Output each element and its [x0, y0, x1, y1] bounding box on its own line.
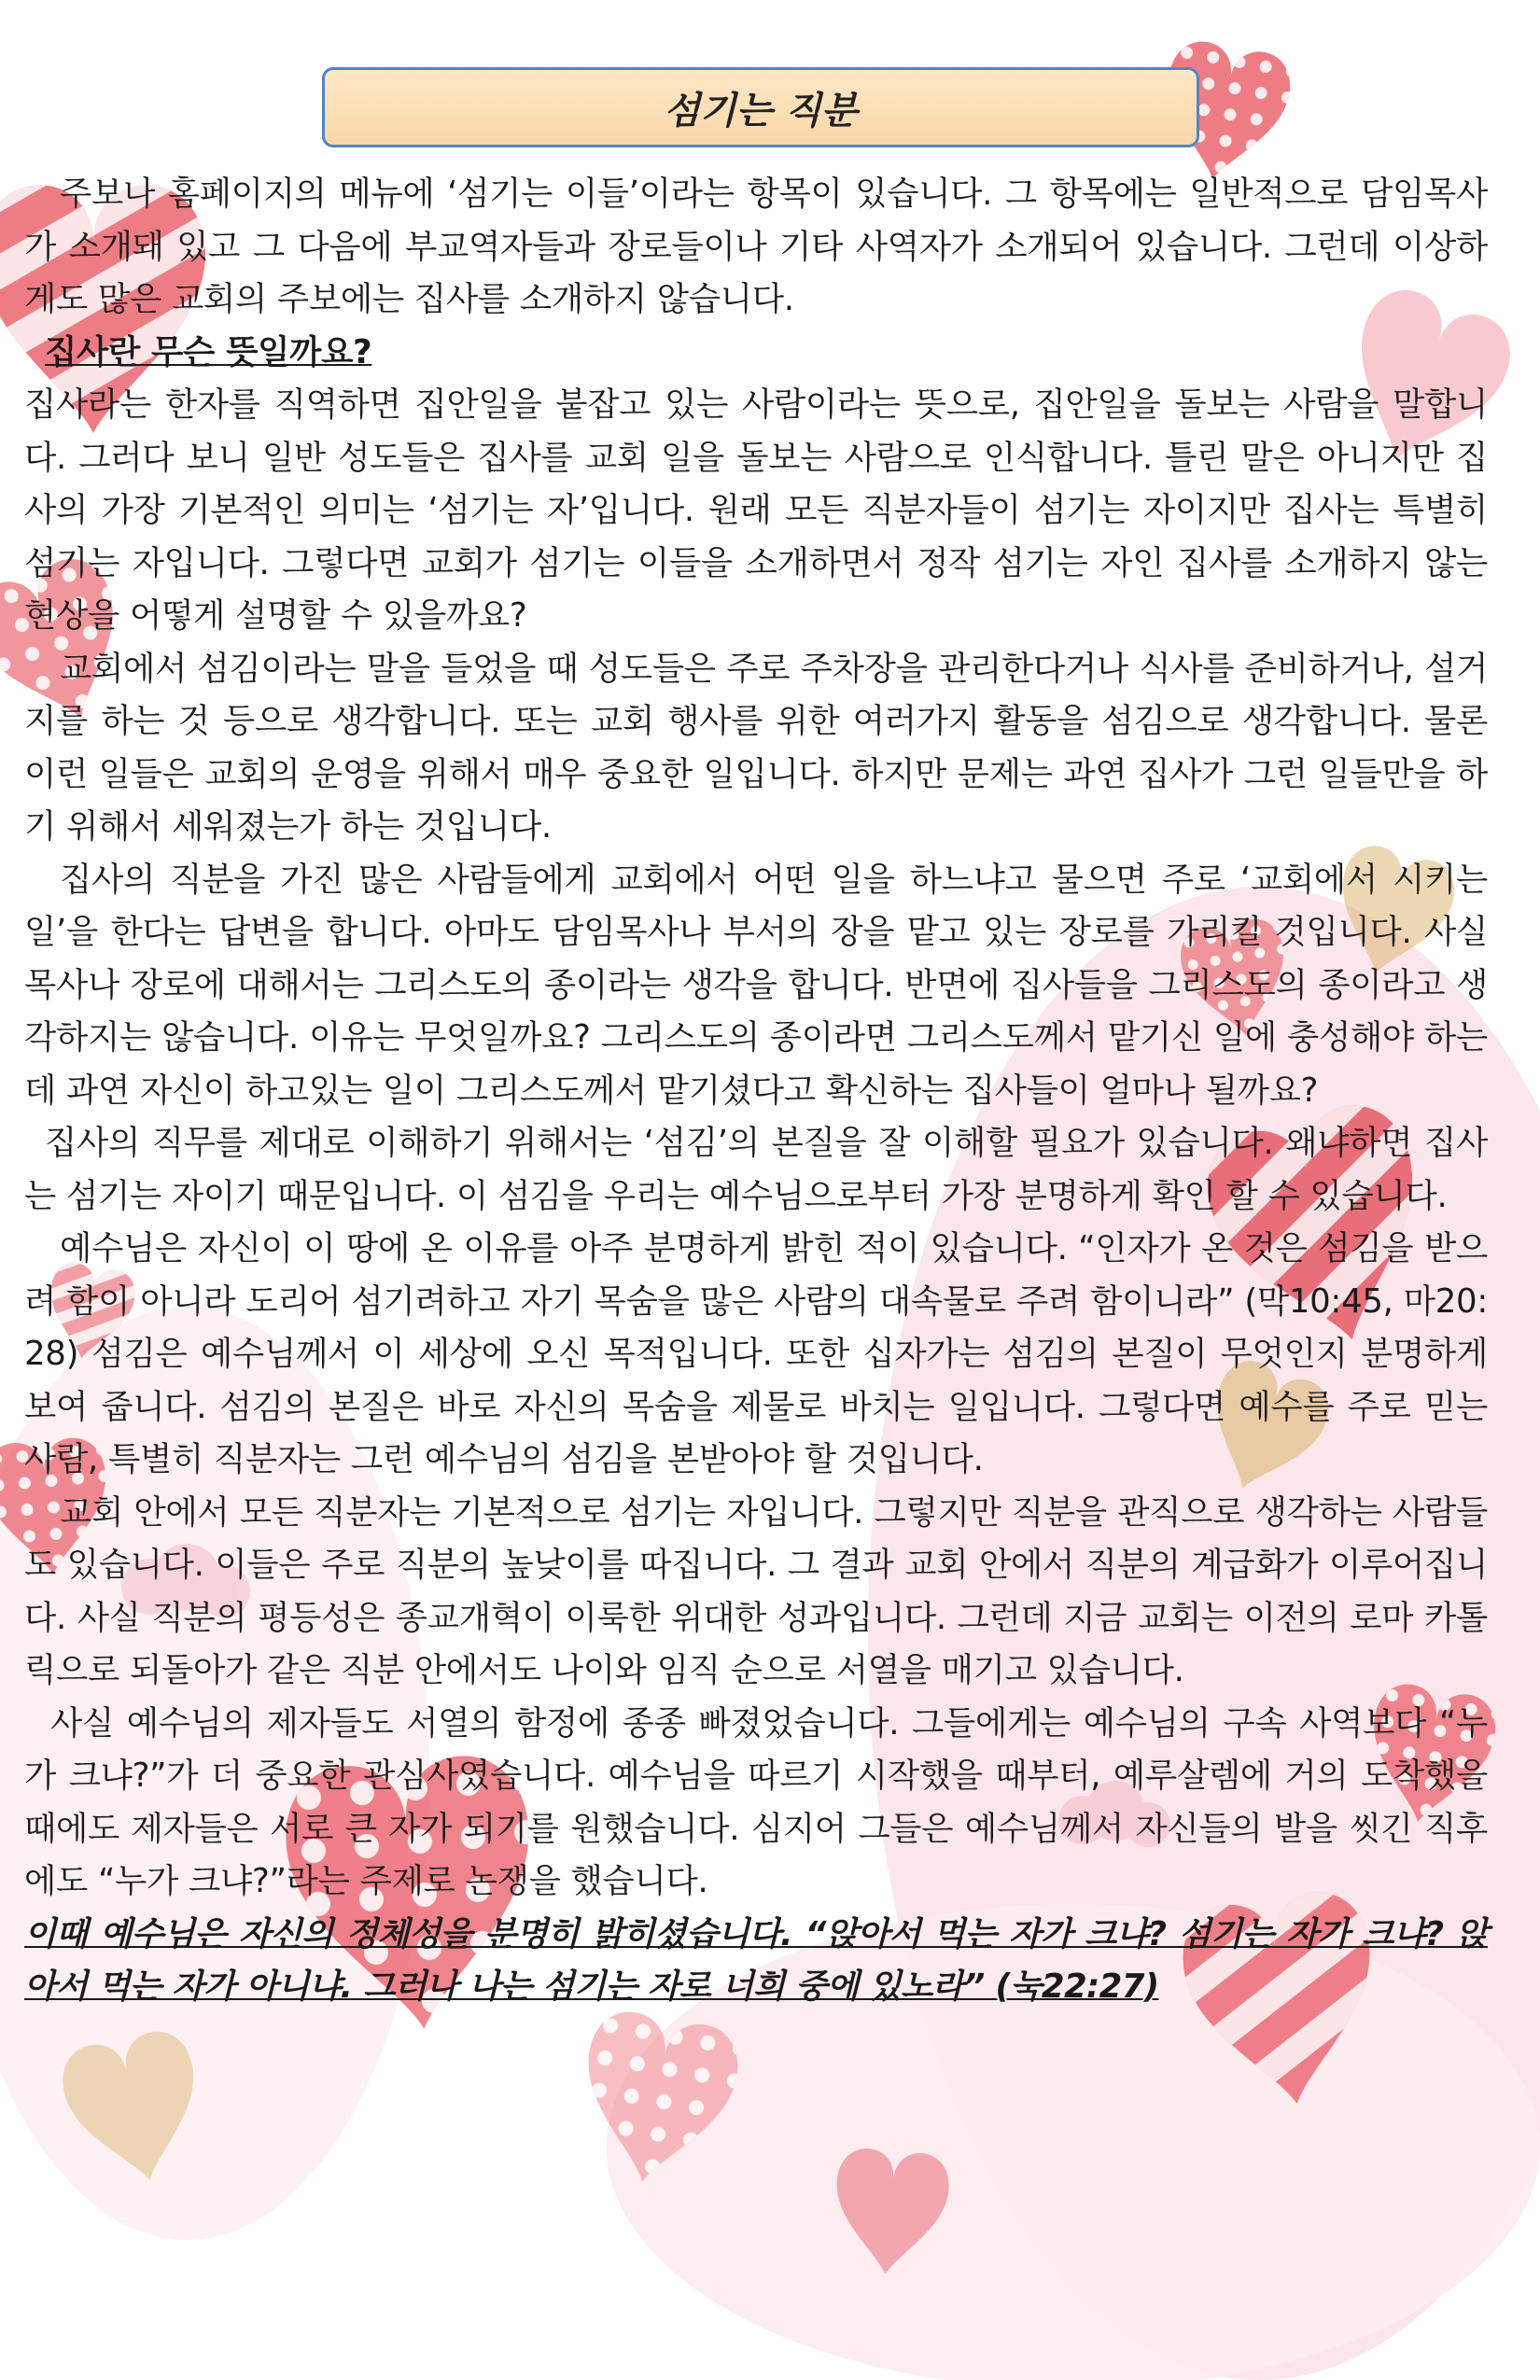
paragraph-2: 집사라는 한자를 직역하면 집안일을 붙잡고 있는 사람이라는 뜻으로, 집안일을 돌보는 사람을 말합니다. 그러다 보니 일반 성도들은 집사를 교회 일을 돌보는 사람으로 인식합니다. 틀린 말은 아니지만 집사의 가장 기본적인 의미는 ‘섬기는 자’입니다. 원래 모든 직분자들이 섬기는 자이지만 집사는 특별히 섬기는 자입니다. 그렇다면 교회가 섬기는 이들을 소개하면서 정작 섬기는 자인 집사를 소개하지 않는 현상을 어떻게 설명할 수 있을까요? — [24, 385, 1488, 635]
title-banner — [322, 67, 1199, 147]
paragraph-4: 집사의 직분을 가진 많은 사람들에게 교회에서 어떤 일을 하느냐고 물으면 주로 ‘교회에서 시키는 일’을 한다는 답변을 합니다. 아마도 담임목사나 부서의 장을 맡고 있는 장로를 가리킬 것입니다. 사실 목사나 장로에 대해서는 그리스도의 종이라는 생각을 합니다. 반면에 집사들을 그리스도의 종이라고 생각하지는 않습니다. 이유는 무엇일까요? 그리스도의 종이라면 그리스도께서 맡기신 일에 충성해야 하는데 과연 자신이 하고있는 일이 그리스도께서 맡기셨다고 확신하는 집사들이 얼마나 될까요? — [24, 860, 1488, 1110]
article-body — [24, 168, 1488, 2014]
section-heading-text: 집사란 무슨 뜻일까요? — [45, 332, 372, 371]
paragraph-5: 집사의 직무를 제대로 이해하기 위해서는 ‘섬김’의 본질을 잘 이해할 필요가 있습니다. 왜냐하면 집사는 섬기는 자이기 때문입니다. 이 섬김을 우리는 예수님으로부터 가장 분명하게 확인 할 수 있습니다. — [24, 1124, 1488, 1215]
paragraph-3: 교회에서 섬김이라는 말을 들었을 때 성도들은 주로 주차장을 관리한다거나 식사를 준비하거나, 설거지를 하는 것 등으로 생각합니다. 또는 교회 행사를 위한 여러가지 활동을 섬김으로 생각합니다. 물론 이런 일들은 교회의 운영을 위해서 매우 중요한 일입니다. 하지만 문제는 과연 집사가 그런 일들만을 하기 위해서 세워졌는가 하는 것입니다. — [24, 649, 1488, 846]
paragraph-7: 교회 안에서 모든 직분자는 기본적으로 섬기는 자입니다. 그렇지만 직분을 관직으로 생각하는 사람들도 있습니다. 이들은 주로 직분의 높낮이를 따집니다. 그 결과 교회 안에서 직분의 계급화가 이루어집니다. 사실 직분의 평등성은 종교개혁이 이룩한 위대한 성과입니다. 그런데 지금 교회는 이전의 로마 카톨릭으로 되돌아가 같은 직분 안에서도 나이와 임직 순으로 서열을 매기고 있습니다. — [24, 1492, 1488, 1689]
closing-quote: 이때 예수님은 자신의 정체성을 분명히 밝히셨습니다. “앉아서 먹는 자가 크냐? 섬기는 자가 크냐? 앉아서 먹는 자가 아니냐. 그러나 나는 섬기는 자로 너희 중에 있노라” (눅22:27) — [24, 1914, 1488, 2006]
page-title: 섬기는 직분 — [664, 89, 858, 133]
section-heading — [24, 327, 1488, 380]
paragraph-1: 주보나 홈페이지의 메뉴에 ‘섬기는 이들’이라는 항목이 있습니다. 그 항목에는 일반적으로 담임목사가 소개돼 있고 그 다음에 부교역자들과 장로들이나 기타 사역자가 소개되어 있습니다. 그런데 이상하게도 많은 교회의 주보에는 집사를 소개하지 않습니다. — [24, 175, 1488, 318]
paragraph-8: 사실 예수님의 제자들도 서열의 함정에 종종 빠졌었습니다. 그들에게는 예수님의 구속 사역보다 “누가 크냐?”가 더 중요한 관심사였습니다. 예수님을 따르기 시작했을 때부터, 예루살렘에 거의 도착했을 때에도 제자들은 서로 큰 자가 되기를 원했습니다. 심지어 그들은 예수님께서 자신들의 발을 씻긴 직후에도 “누가 크냐?”라는 주제로 논쟁을 했습니다. — [24, 1703, 1488, 1900]
paragraph-6: 예수님은 자신이 이 땅에 온 이유를 아주 분명하게 밝힌 적이 있습니다. “인자가 온 것은 섬김을 받으려 함이 아니라 도리어 섬기려하고 자기 목숨을 많은 사람의 대속물로 주려 함이니라” (막10:45, 마20:28) 섬김은 예수님께서 이 세상에 오신 목적입니다. 또한 십자가는 섬김의 본질이 무엇인지 분명하게 보여 줍니다. 섬김의 본질은 바로 자신의 목숨을 제물로 바치는 일입니다. 그렇다면 예수를 주로 믿는 사람, 특별히 직분자는 그런 예수님의 섬김을 본받아야 할 것입니다. — [24, 1229, 1488, 1478]
